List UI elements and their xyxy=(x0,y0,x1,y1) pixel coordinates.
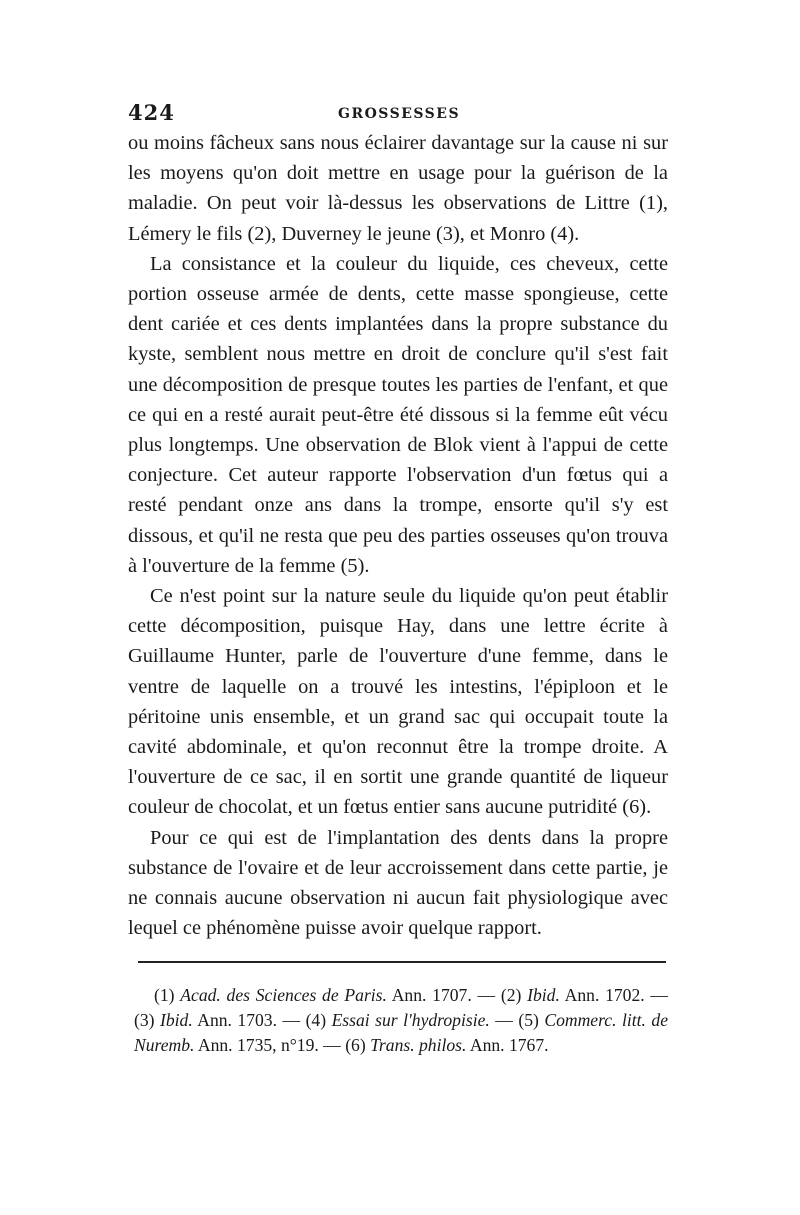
body-text xyxy=(128,128,668,943)
footnote-reference: Ann. 1702. — xyxy=(564,985,669,1006)
footnote-number: (4) xyxy=(305,1010,327,1031)
running-title: GROSSESSES xyxy=(338,106,461,122)
paragraph: La consistance et la couleur du liquide, ces cheveux, cette portion osseuse armée de dents, cette masse spongieuse, cette dent cariée et ces dents implantées dans la propre substance du kyste, semblent nous mettre en droit de conclure qu'il s'est fait une décomposition de presque toutes les parties de l'enfant, et que ce qui en a resté aurait peut-être été dissous si la femme eût vécu plus longtemps. Une observation de Blok vient à l'appui de cette conjecture. Cet auteur rapporte l'observation d'un fœtus qui a resté pendant onze ans dans la trompe, ensorte qu'il s'y est dissous, et qu'il ne resta que peu des parties osseuses qu'on trouva à l'ouverture de la femme (5). xyxy=(128,252,668,577)
footnote-number: (1) xyxy=(154,985,175,1006)
footnote-source: Commerc. litt. de Nuremb. xyxy=(134,1010,669,1056)
footnote-reference: Ann. 1703. — xyxy=(197,1010,301,1031)
page-number: 424 xyxy=(128,100,175,125)
footnote-reference: Ann. 1735, n°19. — xyxy=(197,1035,341,1056)
paragraph: Pour ce qui est de l'implantation des dents dans la propre substance de l'ovaire et de leur accroissement dans cette partie, je ne connais aucune observation ni aucun fait physiologique avec lequel ce phénomène puisse avoir quelque rapport. xyxy=(128,826,668,940)
footnote-block xyxy=(134,983,668,1058)
paragraph: Ce n'est point sur la nature seule du liquide qu'on peut établir cette décomposition, puisque Hay, dans une lettre écrite à Guillaume Hunter, parle de l'ouverture d'une femme, dans le ventre de laquelle on a trouvé les intestins, l'épiploon et le péritoine unis ensemble, et un grand sac qui occupait toute la cavité abdominale, et qu'on reconnut être la trompe droite. A l'ouverture de ce sac, il en sortit une grande quantité de liqueur couleur de chocolat, et un fœtus entier sans aucune putridité (6). xyxy=(128,585,668,819)
footnote-number: (6) xyxy=(345,1035,366,1056)
book-page xyxy=(128,96,668,1058)
footnote-divider xyxy=(138,961,666,963)
footnote-source: Acad. des Sciences de Paris. xyxy=(180,985,387,1006)
running-head xyxy=(128,96,668,126)
footnote-source: Ibid. xyxy=(160,1010,193,1031)
footnote-reference: Ann. 1767. xyxy=(469,1035,549,1056)
paragraph-continued: ou moins fâcheux sans nous éclairer davantage sur la cause ni sur les moyens qu'on doit mettre en usage pour la guérison de la maladie. On peut voir là-dessus les observations de Littre (1), Lémery le fils (2), Duverney le jeune (3), et Monro (4). xyxy=(128,132,668,245)
footnote-source: Trans. philos. xyxy=(370,1035,467,1056)
footnote-number: (2) xyxy=(500,985,522,1006)
footnotes xyxy=(128,983,668,1058)
footnote-reference: — xyxy=(495,1010,513,1031)
footnote-source: Essai sur l'hydropisie. xyxy=(331,1010,490,1031)
footnote-number: (3) xyxy=(134,1010,155,1031)
footnote-source: Ibid. xyxy=(527,985,560,1006)
footnote-number: (5) xyxy=(518,1010,539,1031)
footnote-reference: Ann. 1707. — xyxy=(391,985,496,1006)
